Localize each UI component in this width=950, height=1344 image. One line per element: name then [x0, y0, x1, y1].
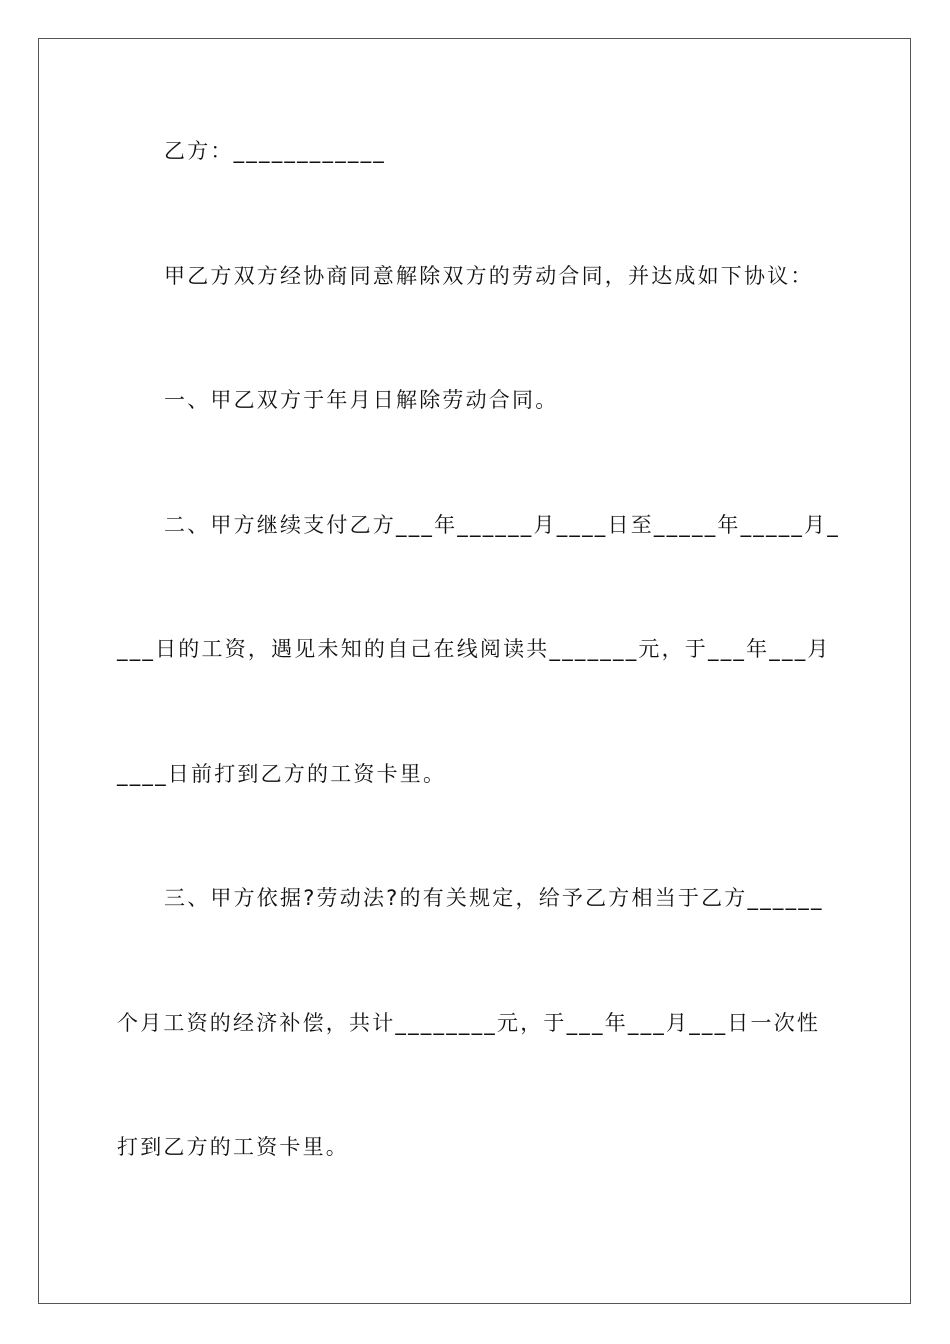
clause-one: 一、甲乙双方于年月日解除劳动合同。 — [164, 388, 559, 412]
clause-two-line-1: 二、甲方继续支付乙方___年______月____日至_____年_____月_ — [164, 513, 840, 537]
clause-three-line-2: 个月工资的经济补偿，共计________元，于___年___月___日一次性 — [117, 1011, 821, 1035]
clause-two-line-2: ___日的工资，遇见未知的自己在线阅读共_______元，于___年___月 — [117, 637, 831, 661]
agreement-intro: 甲乙方双方经协商同意解除双方的劳动合同，并达成如下协议： — [164, 264, 814, 288]
party-b-line: 乙方：____________ — [164, 139, 386, 163]
page-frame — [38, 38, 911, 1304]
clause-two-line-3: ____日前打到乙方的工资卡里。 — [117, 762, 447, 786]
clause-three-line-1: 三、甲方依据?劳动法?的有关规定，给予乙方相当于乙方______ — [164, 886, 824, 910]
clause-three-line-3: 打到乙方的工资卡里。 — [117, 1135, 349, 1159]
